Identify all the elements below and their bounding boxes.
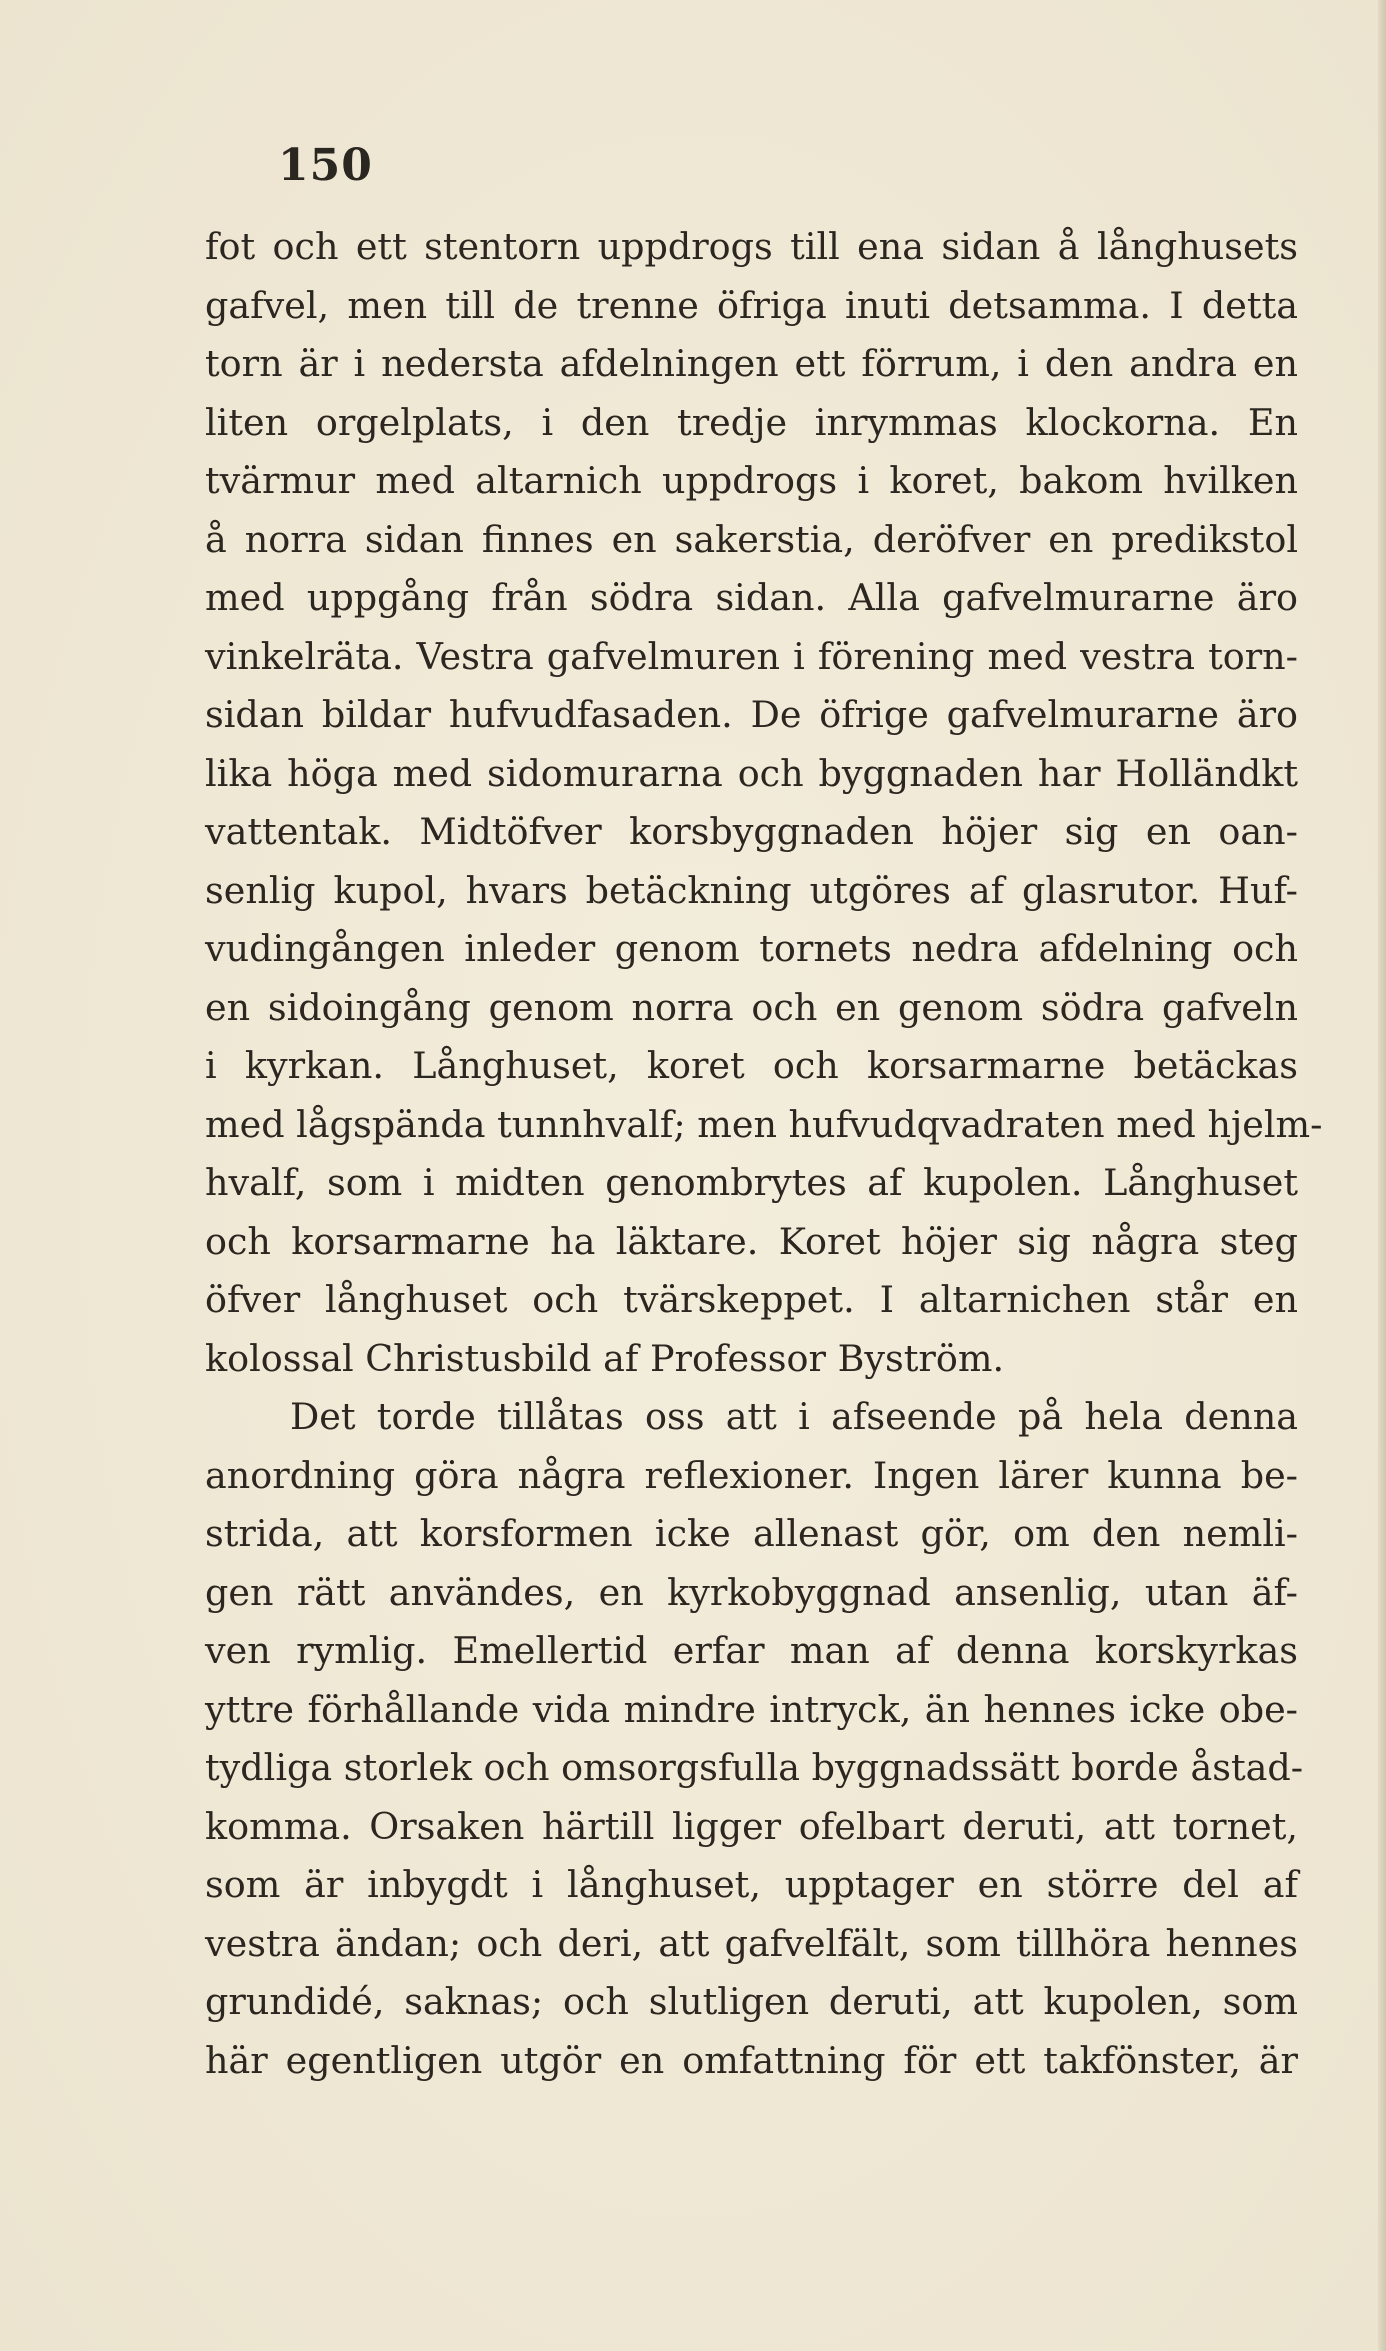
text-line: lika höga med sidomurarna och byggnaden har Holländkt bbox=[205, 751, 1298, 795]
text-line: senlig kupol, hvars betäckning utgöres af glasrutor. Huf- bbox=[205, 868, 1298, 912]
text-line: hvalf, som i midten genombrytes af kupolen. Långhuset bbox=[205, 1161, 1298, 1204]
text-line: strida, att korsformen icke allenast gör, om den nemli- bbox=[205, 1512, 1298, 1555]
text-line: Det torde tillåtas oss att i afseende på hela denna bbox=[290, 1395, 1298, 1438]
text-line: yttre förhållande vida mindre intryck, än hennes icke obe- bbox=[205, 1687, 1298, 1731]
text-line: gen rätt användes, en kyrkobyggnad ansenlig, utan äf- bbox=[205, 1570, 1298, 1614]
text-line: här egentligen utgör en omfattning för ett takfönster, är bbox=[205, 2038, 1298, 2082]
text-line: fot och ett stentorn uppdrogs till ena sidan å långhusets bbox=[205, 225, 1298, 268]
text-line: liten orgelplats, i den tredje inrymmas klockorna. En bbox=[205, 400, 1298, 444]
text-line: öfver långhuset och tvärskeppet. I altarnichen står en bbox=[205, 1278, 1298, 1321]
text-line: vattentak. Midtöfver korsbyggnaden höjer sig en oan- bbox=[205, 810, 1298, 853]
page-edge-shadow bbox=[1378, 0, 1386, 2351]
text-line: tvärmur med altarnich uppdrogs i koret, bakom hvilken bbox=[205, 459, 1298, 502]
text-line: som är inbygdt i långhuset, upptager en större del af bbox=[205, 1863, 1298, 1906]
text-line: anordning göra några reflexioner. Ingen lärer kunna be- bbox=[205, 1453, 1298, 1497]
text-line: å norra sidan finnes en sakerstia, deröfver en predikstol bbox=[205, 517, 1298, 561]
text-line: ven rymlig. Emellertid erfar man af denna korskyrkas bbox=[205, 1629, 1298, 1672]
text-line: tydliga storlek och omsorgsfulla byggnadssätt borde åstad- bbox=[205, 1746, 1304, 1789]
text-line: med uppgång från södra sidan. Alla gafvelmurarne äro bbox=[205, 576, 1298, 619]
text-line: med lågspända tunnhvalf; men hufvudqvadraten med hjelm- bbox=[205, 1102, 1323, 1146]
text-line: sidan bildar hufvudfasaden. De öfrige gafvelmurarne äro bbox=[205, 693, 1298, 736]
text-line: kolossal Christusbild af Professor Byström. bbox=[205, 1336, 1005, 1380]
text-line: en sidoingång genom norra och en genom södra gafveln bbox=[205, 985, 1298, 1029]
text-line: gafvel, men till de trenne öfriga inuti detsamma. I detta bbox=[205, 283, 1298, 327]
text-line: i kyrkan. Långhuset, koret och korsarmarne betäckas bbox=[205, 1044, 1298, 1087]
body-text bbox=[205, 218, 1323, 2090]
text-line: vudingången inleder genom tornets nedra afdelning och bbox=[205, 927, 1298, 970]
text-line: vinkelräta. Vestra gafvelmuren i förening med vestra torn- bbox=[205, 634, 1298, 678]
text-line: torn är i nedersta afdelningen ett förrum, i den andra en bbox=[205, 342, 1298, 385]
text-line: komma. Orsaken härtill ligger ofelbart deruti, att tornet, bbox=[205, 1804, 1298, 1848]
text-line: vestra ändan; och deri, att gafvelfält, som tillhöra hennes bbox=[205, 1921, 1298, 1965]
page-number: 150 bbox=[278, 140, 373, 191]
text-line: grundidé, saknas; och slutligen deruti, att kupolen, som bbox=[205, 1980, 1298, 2023]
text-line: och korsarmarne ha läktare. Koret höjer sig några steg bbox=[205, 1219, 1298, 1263]
